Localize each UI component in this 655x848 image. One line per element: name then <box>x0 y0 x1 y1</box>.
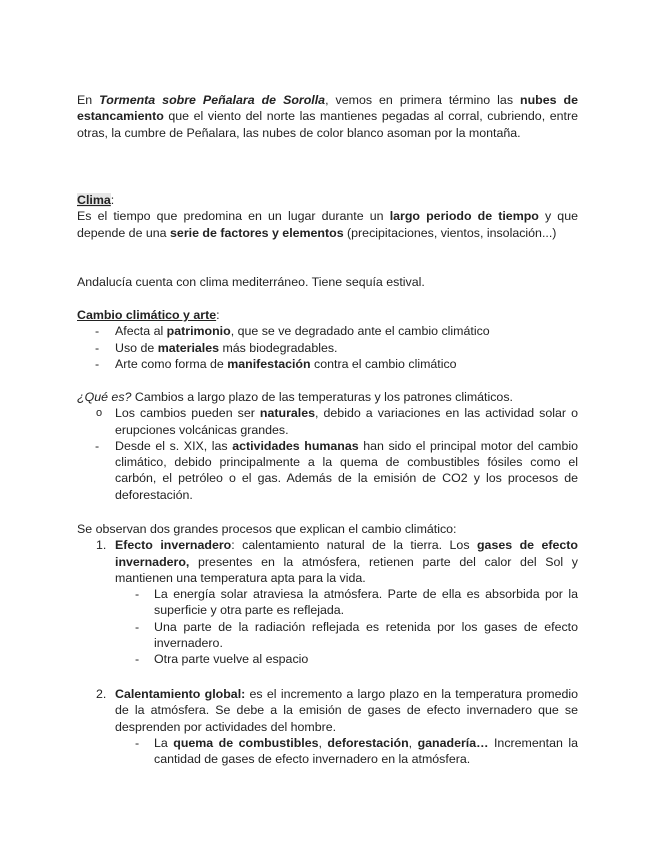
item-bold: Efecto invernadero <box>115 538 232 553</box>
cambio-arte-heading: Cambio climático y arte <box>77 308 217 322</box>
que-es-question: ¿Qué es? <box>77 390 132 404</box>
item-bold: naturales <box>259 406 316 421</box>
intro-text: que el viento del norte las mantienes pegadas al corral, cubriendo, entre otras, la cumbre de Peñalara, las nubes de color blanco asoman por la montaña. <box>77 109 578 140</box>
circle-marker: o <box>96 407 103 420</box>
que-es-list-2 <box>77 438 578 503</box>
item-text: presentes en la atmósfera, retienen parte del calor del Sol y mantienen una temperatura apta para la vida. <box>115 554 578 585</box>
dash-marker: - <box>135 619 140 634</box>
item-text: Desde el s. XIX, las <box>115 438 233 453</box>
number-marker: 2. <box>96 687 107 701</box>
number-marker: 1. <box>96 538 107 553</box>
item-bold: deforestación <box>327 735 409 750</box>
intro-paragraph <box>77 92 578 141</box>
que-es-text: Cambios a largo plazo de las temperaturas y los patrones climáticos. <box>131 390 513 404</box>
item-text: La <box>154 735 174 750</box>
sub-list-item <box>77 586 578 619</box>
item-bold: materiales <box>157 340 220 355</box>
clima-bold: largo periodo de tiempo <box>389 209 539 224</box>
item-text: Afecta al <box>115 324 167 339</box>
item-bold: quema de combustibles <box>173 735 319 750</box>
cambio-arte-list <box>77 323 578 372</box>
procesos-list-2 <box>77 686 578 735</box>
item-text: contra el cambio climático <box>310 356 457 371</box>
dash-marker: - <box>95 324 100 339</box>
item-text: : calentamiento natural de la tierra. Los <box>231 538 477 553</box>
clima-bold: serie de factores y elementos <box>170 225 344 240</box>
dash-marker: - <box>135 735 140 750</box>
clima-heading-line <box>77 192 578 208</box>
cambio-arte-heading-line <box>77 307 578 323</box>
procesos-list <box>77 537 578 586</box>
que-es-section <box>77 389 578 503</box>
item-bold: patrimonio <box>166 324 231 339</box>
item-text: es el incremento a largo plazo en la temperatura promedio de la atmósfera. Se debe a la emisión de gases de efecto invernadero que se desprenden por actividades del hombre. <box>115 687 578 734</box>
list-item <box>77 438 578 503</box>
procesos-section <box>77 521 578 668</box>
intro-bold: nubes de estancamiento <box>77 93 578 124</box>
calentamiento-section <box>77 686 578 767</box>
artwork-title: Tormenta sobre Peñalara de Sorolla <box>99 93 326 107</box>
que-es-line <box>77 389 578 405</box>
item-text: Los cambios pueden ser <box>115 406 260 421</box>
dash-marker: - <box>95 356 100 371</box>
item-text: Incrementan la cantidad de gases de efecto invernadero en la atmósfera. <box>154 735 578 767</box>
item-bold: actividades humanas <box>232 438 359 453</box>
item-text: Otra parte vuelve al espacio <box>154 652 309 667</box>
sub-list-item <box>77 619 578 652</box>
item-text: Una parte de la radiación reflejada es retenida por los gases de efecto invernadero. <box>154 619 578 651</box>
efecto-invernadero-sublist <box>77 586 578 667</box>
item-text: Uso de <box>115 340 158 355</box>
dash-marker: - <box>95 438 100 453</box>
proceso-item-efecto-invernadero <box>77 537 578 586</box>
intro-text: En <box>77 93 100 107</box>
item-text: , <box>408 735 418 750</box>
item-text: Arte como forma de <box>115 356 228 371</box>
proceso-item-calentamiento-global <box>77 686 578 735</box>
clima-section <box>77 192 578 241</box>
item-text: han sido el principal motor del cambio climático, debido principalmente a la quema de combustibles fósiles como el carbón, el petróleo o el gas. Además de la emisión de CO2 y los procesos de deforestación. <box>115 438 578 502</box>
dash-marker: - <box>135 652 140 667</box>
sub-list-item <box>77 735 578 768</box>
item-text: , debido a variaciones en las actividad solar o erupciones volcánicas grandes. <box>115 406 578 437</box>
andalucia-paragraph: Andalucía cuenta con clima mediterráneo. Tiene sequía estival. <box>77 275 425 289</box>
heading-colon: : <box>110 193 115 207</box>
item-text: , que se ve degradado ante el cambio climático <box>230 324 490 339</box>
item-bold: gases de efecto invernadero, <box>115 538 578 569</box>
dash-marker: - <box>95 340 100 355</box>
item-text: más biodegradables. <box>219 340 338 355</box>
heading-colon: : <box>216 308 220 322</box>
list-item <box>77 405 578 438</box>
clima-text: Es el tiempo que predomina en un lugar durante un <box>77 209 390 224</box>
item-bold: manifestación <box>227 356 311 371</box>
item-text: , <box>318 735 328 750</box>
que-es-list <box>77 405 578 438</box>
clima-text: y que depende de una <box>77 209 578 240</box>
item-bold: Calentamiento global: <box>115 687 246 701</box>
sub-list-item <box>77 651 578 667</box>
item-text: La energía solar atraviesa la atmósfera. Parte de ella es absorbida por la superficie y otra parte es reflejada. <box>154 587 578 618</box>
cambio-arte-section <box>77 307 578 372</box>
clima-text: (precipitaciones, vientos, insolación...) <box>343 225 557 240</box>
list-item <box>77 356 578 372</box>
intro-text: , vemos en primera término las <box>325 93 521 107</box>
procesos-intro: Se observan dos grandes procesos que explican el cambio climático: <box>77 522 457 536</box>
item-bold: ganadería… <box>417 735 489 750</box>
clima-heading: Clima <box>77 193 111 207</box>
clima-definition <box>77 208 578 241</box>
calentamiento-sublist <box>77 735 578 768</box>
dash-marker: - <box>135 587 140 602</box>
list-item <box>77 323 578 339</box>
list-item <box>77 340 578 356</box>
